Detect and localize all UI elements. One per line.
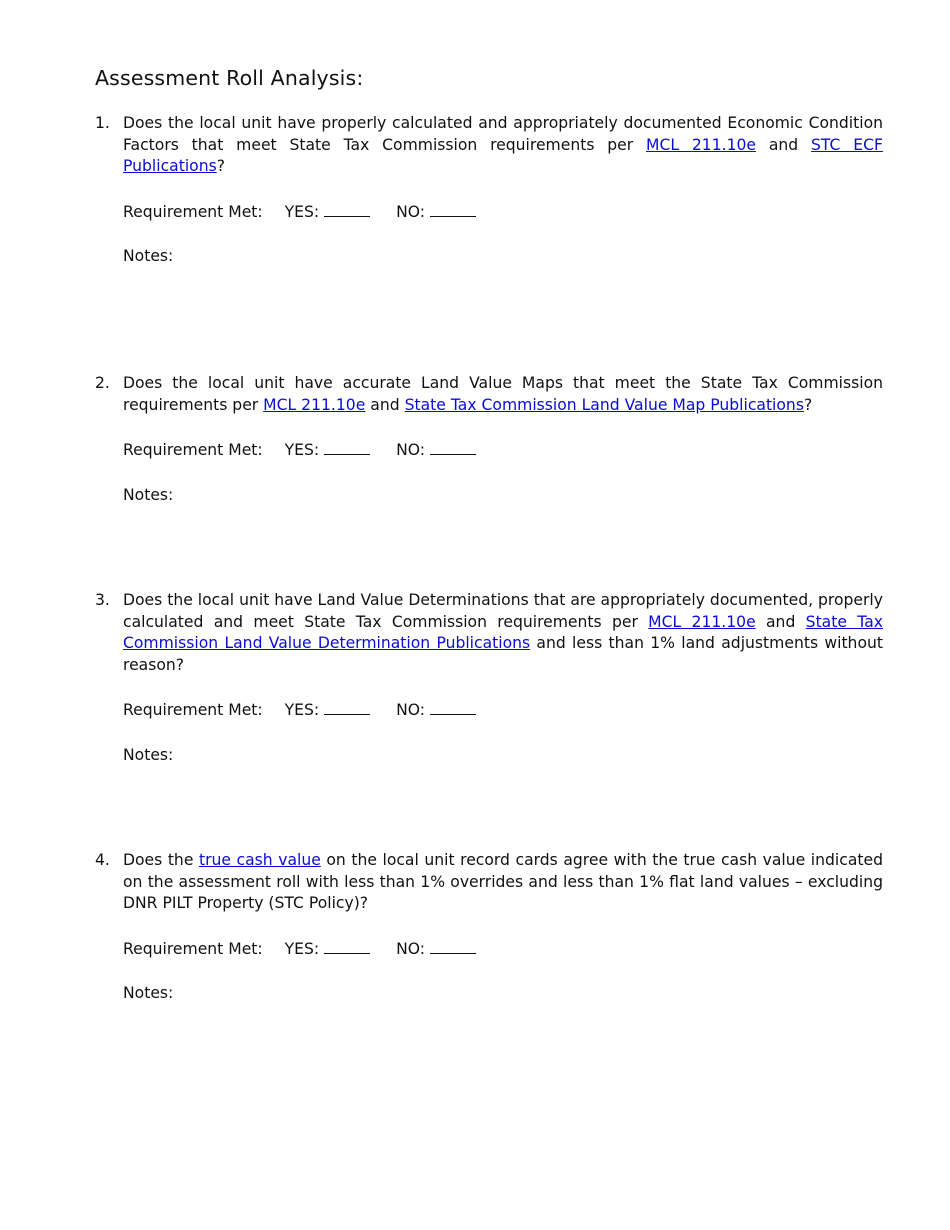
question-text (123, 113, 883, 178)
question-3 (95, 590, 883, 767)
requirement-met-row (123, 438, 883, 462)
no-blank-field[interactable] (430, 200, 476, 217)
yes-blank-field[interactable] (324, 438, 370, 455)
question-text-part: Does the local unit have Land Value Determinations that are appropriately documented, properly calculated and meet State Tax Commission requirements per (123, 591, 883, 631)
yes-label: YES: (284, 939, 320, 958)
question-text (123, 590, 883, 676)
requirement-met-label: Requirement Met: (123, 939, 263, 958)
no-label: NO: (396, 701, 426, 720)
question-1 (95, 113, 883, 268)
yes-label: YES: (284, 202, 320, 221)
yes-label: YES: (284, 441, 320, 460)
no-blank-field[interactable] (430, 937, 476, 954)
requirement-met-label: Requirement Met: (123, 202, 263, 221)
mcl-211-10e-link[interactable]: MCL 211.10e (648, 612, 756, 631)
notes-label: Notes: (123, 485, 174, 504)
no-label: NO: (396, 441, 426, 460)
question-text-part: ? (216, 157, 225, 176)
no-blank-field[interactable] (430, 698, 476, 715)
land-value-determination-publications-link[interactable]: State Tax Commission Land Value Determination Publications (123, 612, 883, 653)
no-label: NO: (396, 939, 426, 958)
no-label: NO: (396, 202, 426, 221)
mcl-211-10e-link[interactable]: MCL 211.10e (646, 135, 757, 154)
requirement-met-row (123, 200, 883, 224)
land-value-map-publications-link[interactable]: State Tax Commission Land Value Map Publications (404, 395, 804, 414)
question-text-part: and (756, 135, 812, 154)
requirement-met-row (123, 937, 883, 961)
requirement-met-row (123, 698, 883, 722)
yes-blank-field[interactable] (324, 200, 370, 217)
page-title: Assessment Roll Analysis: (95, 66, 364, 90)
question-number: 3. (95, 591, 110, 609)
requirement-met-label: Requirement Met: (123, 441, 263, 460)
yes-blank-field[interactable] (324, 937, 370, 954)
yes-label: YES: (284, 701, 320, 720)
question-text-part: and less than 1% land adjustments without reason? (123, 634, 883, 674)
question-text-part: ? (803, 395, 813, 414)
notes-label: Notes: (123, 247, 174, 266)
question-text-part: Does the local unit have accurate Land Value Maps that meet the State Tax Commission requirements per (123, 374, 883, 414)
question-text (123, 373, 883, 416)
question-number: 2. (95, 374, 110, 392)
question-text-part: Does the local unit have properly calculated and appropriately documented Economic Condition Factors that meet State Tax Commission requirements per (123, 114, 883, 154)
question-text-part: and (365, 395, 405, 414)
true-cash-value-link[interactable]: true cash value (198, 851, 321, 869)
yes-blank-field[interactable] (324, 698, 370, 715)
question-number: 1. (95, 114, 110, 132)
stc-ecf-publications-link[interactable]: STC ECF Publications (123, 135, 883, 176)
notes-label: Notes: (123, 984, 174, 1003)
question-text-part: on the local unit record cards agree with the true cash value indicated on the assessment roll with less than 1% overrides and less than 1% flat land values – excluding DNR PILT Property (STC Policy)? (123, 851, 883, 913)
mcl-211-10e-link[interactable]: MCL 211.10e (263, 395, 366, 414)
no-blank-field[interactable] (430, 438, 476, 455)
notes-label: Notes: (123, 745, 174, 764)
question-text-part: Does the (123, 851, 199, 869)
question-text (123, 850, 883, 915)
question-4 (95, 850, 883, 1005)
question-2 (95, 373, 883, 506)
question-text-part: and (755, 612, 806, 631)
requirement-met-label: Requirement Met: (123, 701, 263, 720)
question-number: 4. (95, 851, 110, 869)
